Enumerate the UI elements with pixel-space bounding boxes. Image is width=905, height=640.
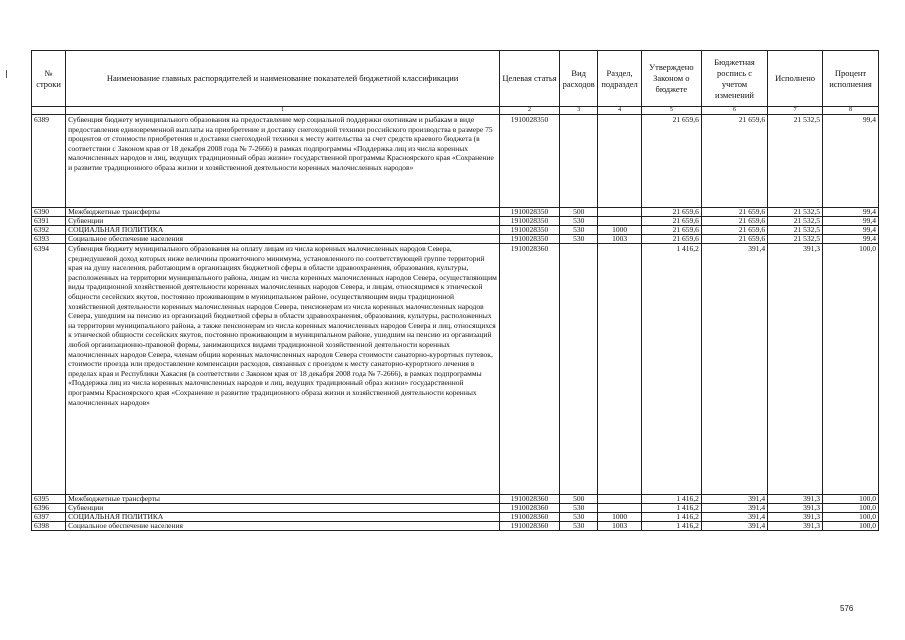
- row-name: Социальное обеспечение населения: [66, 522, 500, 531]
- table-row: [32, 244, 879, 495]
- row-section: 1000: [598, 513, 641, 522]
- row-budget: 21 659,6: [701, 217, 767, 226]
- row-target: 1910028360: [500, 495, 560, 504]
- budget-table: [31, 50, 879, 531]
- row-kind: 530: [560, 226, 598, 235]
- row-approved: 1 416,2: [641, 244, 701, 495]
- header-percent: Процент исполнения: [823, 51, 879, 107]
- row-target: 1910028360: [500, 513, 560, 522]
- row-kind: 530: [560, 513, 598, 522]
- row-executed: 391,3: [768, 495, 823, 504]
- column-number: 4: [598, 107, 641, 115]
- page-number: 576: [840, 604, 854, 613]
- column-number: 6: [701, 107, 767, 115]
- row-budget: 391,4: [701, 495, 767, 504]
- row-kind: [560, 115, 598, 208]
- row-number: 6389: [32, 115, 66, 208]
- row-percent: 99,4: [823, 208, 879, 217]
- row-approved: 21 659,6: [641, 115, 701, 208]
- row-kind: 500: [560, 208, 598, 217]
- row-number: 6394: [32, 244, 66, 495]
- table-row: [32, 115, 879, 208]
- table-row: [32, 235, 879, 244]
- row-percent: 100,0: [823, 513, 879, 522]
- row-target: 1910028350: [500, 226, 560, 235]
- row-section: 1003: [598, 235, 641, 244]
- row-kind: 530: [560, 235, 598, 244]
- row-percent: 100,0: [823, 244, 879, 495]
- header-name: Наименование главных распорядителей и наименование показателей бюджетной классификации: [66, 51, 500, 107]
- header-budget-list: Бюджетная роспись с учетом изменений: [701, 51, 767, 107]
- row-kind: 530: [560, 217, 598, 226]
- row-name: Межбюджетные трансферты: [66, 208, 500, 217]
- row-name: СОЦИАЛЬНАЯ ПОЛИТИКА: [66, 226, 500, 235]
- row-approved: 21 659,6: [641, 235, 701, 244]
- row-executed: 21 532,5: [768, 217, 823, 226]
- row-approved: 21 659,6: [641, 208, 701, 217]
- row-name: Социальное обеспечение населения: [66, 235, 500, 244]
- row-executed: 391,3: [768, 522, 823, 531]
- row-name: Субвенции: [66, 217, 500, 226]
- header-executed: Исполнено: [768, 51, 823, 107]
- row-budget: 21 659,6: [701, 235, 767, 244]
- row-target: 1910028350: [500, 115, 560, 208]
- row-percent: 100,0: [823, 522, 879, 531]
- row-name: Субвенция бюджету муниципального образования на предоставление мер социальной поддержки охотникам и рыбакам в виде предоставления единовременной выплаты на приобретение и доставку снегоходной техники российского производства в размере 75 процентов от стоимости приобретения и доставки снегоходной техники к месту жительства за счет средств краевого бюджета (в соответствии с Законом края от 18 декабря 2008 года № 7-2666) в рамках подпрограммы «Поддержка лиц из числа коренных малочисленных народов и лиц, ведущих традиционный образ жизни» государственной программы Красноярского края «Сохранение и развитие традиционного образа жизни и хозяйственной деятельности коренных малочисленных народов»: [66, 115, 500, 208]
- row-budget: 391,4: [701, 504, 767, 513]
- row-executed: 391,3: [768, 504, 823, 513]
- row-name: Субвенции: [66, 504, 500, 513]
- row-kind: 500: [560, 495, 598, 504]
- row-approved: 1 416,2: [641, 522, 701, 531]
- row-target: 1910028360: [500, 522, 560, 531]
- header-section: Раздел, подраздел: [598, 51, 641, 107]
- header-row: [32, 51, 879, 107]
- row-target: 1910028350: [500, 235, 560, 244]
- row-target: 1910028360: [500, 244, 560, 495]
- row-executed: 21 532,5: [768, 235, 823, 244]
- row-executed: 391,3: [768, 244, 823, 495]
- header-kind: Вид расходов: [560, 51, 598, 107]
- row-percent: 100,0: [823, 504, 879, 513]
- column-number: 8: [823, 107, 879, 115]
- row-section: [598, 115, 641, 208]
- row-budget: 21 659,6: [701, 208, 767, 217]
- row-name: СОЦИАЛЬНАЯ ПОЛИТИКА: [66, 513, 500, 522]
- row-section: [598, 495, 641, 504]
- column-number: 2: [500, 107, 560, 115]
- margin-mark: [6, 70, 7, 78]
- row-kind: [560, 244, 598, 495]
- row-number: 6397: [32, 513, 66, 522]
- row-section: [598, 208, 641, 217]
- column-number-blank: [32, 107, 66, 115]
- header-approved: Утверждено Законом о бюджете: [641, 51, 701, 107]
- column-number: 5: [641, 107, 701, 115]
- row-executed: 21 532,5: [768, 115, 823, 208]
- row-executed: 21 532,5: [768, 208, 823, 217]
- table-row: [32, 522, 879, 531]
- row-target: 1910028360: [500, 504, 560, 513]
- row-number: 6390: [32, 208, 66, 217]
- row-number: 6395: [32, 495, 66, 504]
- row-number: 6396: [32, 504, 66, 513]
- header-target: Целевая статья: [500, 51, 560, 107]
- row-section: [598, 244, 641, 495]
- row-budget: 391,4: [701, 522, 767, 531]
- row-target: 1910028350: [500, 217, 560, 226]
- row-budget: 391,4: [701, 244, 767, 495]
- column-number: 7: [768, 107, 823, 115]
- row-section: 1003: [598, 522, 641, 531]
- row-approved: 21 659,6: [641, 217, 701, 226]
- row-section: 1000: [598, 226, 641, 235]
- row-kind: 530: [560, 504, 598, 513]
- row-target: 1910028350: [500, 208, 560, 217]
- row-name: Субвенция бюджету муниципального образования на оплату лицам из числа коренных малочисленных народов Севера, среднедушевой доход которых ниже величины прожиточного минимума, установленного по соответствующей группе территорий края на душу населения, работающим в организациях бюджетной сферы в области здравоохранения, образования, культуры, расположенных на территории муниципального района, лицам из числа коренных малочисленных народов Севера, осуществляющим виды традиционной хозяйственной деятельности коренных малочисленных народов Севера, и лицам, относящимся к этнической общности сесейских якутов, постоянно проживающим в муниципальном районе, осуществляющим виды традиционной хозяйственной деятельности коренных малочисленных народов Севера, пенсионерам из числа коренных малочисленных народов Севера, ушедшим на пенсию из организаций бюджетной сферы в области здравоохранения, образования, культуры, расположенных на территории муниципального района, а также пенсионерам из числа коренных малочисленных народов Севера и лиц, относящихся к этнической общности сесейских якутов, постоянно проживающим в муниципальном районе, ушедшим на пенсию из организаций любой организационно-правовой формы, занимающихся видами традиционной хозяйственной деятельности коренных малочисленных народов Севера, членам общин коренных малочисленных народов Севера стоимости санаторно-курортных путевок, стоимости проезда или предоставление компенсации расходов, связанных с проездом к месту санаторно-курортного лечения в пределах края и Республики Хакасия (в соответствии с Законом края от 18 декабря 2008 года № 7-2666), в рамках подпрограммы «Поддержка лиц из числа коренных малочисленных народов и лиц, ведущих традиционный образ жизни» государственной программы Красноярского края «Сохранение и развитие традиционного образа жизни и хозяйственной деятельности коренных малочисленных народов»: [66, 244, 500, 495]
- row-number: 6392: [32, 226, 66, 235]
- column-number: 3: [560, 107, 598, 115]
- row-kind: 530: [560, 522, 598, 531]
- row-budget: 391,4: [701, 513, 767, 522]
- row-budget: 21 659,6: [701, 226, 767, 235]
- row-percent: 100,0: [823, 495, 879, 504]
- row-approved: 1 416,2: [641, 504, 701, 513]
- header-num: № строки: [32, 51, 66, 107]
- column-number-row: [32, 107, 879, 115]
- row-approved: 21 659,6: [641, 226, 701, 235]
- row-approved: 1 416,2: [641, 495, 701, 504]
- row-percent: 99,4: [823, 226, 879, 235]
- row-number: 6391: [32, 217, 66, 226]
- column-number: 1: [66, 107, 500, 115]
- row-approved: 1 416,2: [641, 513, 701, 522]
- row-executed: 21 532,5: [768, 226, 823, 235]
- row-percent: 99,4: [823, 217, 879, 226]
- row-budget: 21 659,6: [701, 115, 767, 208]
- row-executed: 391,3: [768, 513, 823, 522]
- row-name: Межбюджетные трансферты: [66, 495, 500, 504]
- row-number: 6393: [32, 235, 66, 244]
- row-percent: 99,4: [823, 115, 879, 208]
- row-percent: 99,4: [823, 235, 879, 244]
- row-number: 6398: [32, 522, 66, 531]
